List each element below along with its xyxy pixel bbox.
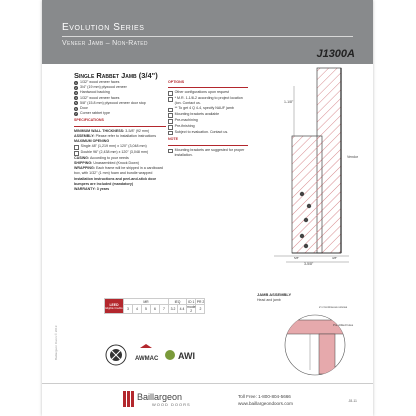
certification-logos [104, 340, 224, 370]
option-item: Subject to evaluation. Contact us. [168, 130, 248, 136]
dim-label: 1-1/8" [284, 100, 294, 104]
contact-info [238, 393, 293, 407]
page-code: J8-11 [348, 399, 357, 403]
part-number: 3 [75, 91, 77, 95]
leed-badge: LEED Eligible Credits [105, 299, 124, 314]
callout [300, 234, 304, 238]
part-label: 1/32" wood veneer faces [80, 80, 120, 84]
options-heading: OPTIONS [168, 80, 185, 84]
callout [304, 218, 308, 222]
max-double: Double 96" (2,438 mm) x 120" (3,048 mm) [74, 150, 166, 156]
checkbox-icon [168, 97, 173, 102]
rating-header: IEQ [169, 299, 187, 305]
callout [300, 192, 304, 196]
note-divider [168, 145, 248, 146]
option-item: Mounting brackets available [168, 112, 248, 118]
series-subtitle: Veneer Jamb – Non-Rated [62, 40, 148, 47]
seal-logo [106, 345, 126, 365]
model-number: J1300A [316, 48, 355, 60]
toll-free: Toll Free: 1-800-804-5666 [238, 394, 291, 399]
continuous-label: 2 x Continuous screws [319, 305, 348, 309]
shipping: SHIPPING: Unassembled (Knock Down) [74, 161, 139, 165]
note-item: Mounting brackets are suggested for proper installation. [168, 148, 248, 158]
jamb-assembly-drawing [255, 290, 354, 370]
part-label: 1/32" wood veneer faces [80, 95, 120, 100]
vendor-label: Vendor [347, 155, 359, 159]
part-number: 6 [75, 106, 77, 111]
rating-header: ID 1 [188, 299, 195, 304]
dim-label: 5/8" [294, 256, 300, 260]
specs-divider [74, 126, 166, 127]
options-divider [168, 87, 248, 88]
part-label: Corner rabbet type [80, 111, 110, 116]
rating-cell: 7 [160, 305, 169, 314]
cert-awi: AWI [178, 351, 195, 361]
assembly: ASSEMBLY: Please refer to installation instructions [74, 133, 157, 138]
option-item: ** To get 4 Q 4-4, specify NAUF jamb [168, 106, 248, 112]
callout [307, 204, 311, 208]
part-number: 7 [75, 111, 77, 116]
parts-and-specs [74, 80, 166, 192]
door-stop [292, 136, 322, 253]
part-number: 2 [75, 85, 77, 90]
rating-cell: mode 2 [187, 305, 196, 313]
wrapping: WRAPPING: Each frame will be shipped in a cardboard box, with 1/32" (1 mm) foam and bundle wrapped [74, 166, 163, 176]
option-item: Other configurations upon request [168, 90, 248, 96]
option-item: Pre-finishing [168, 124, 248, 130]
rating-cell: 6 [151, 305, 160, 314]
max-single: Single 48" (1,219 mm) x 120" (3,048 mm) [74, 144, 166, 150]
predrilled-label: Pre-drilled holes [333, 323, 354, 327]
checkbox-icon [168, 149, 173, 154]
casing: CASING: According to your needs [74, 155, 129, 160]
rating-cell: 3 [124, 305, 133, 314]
part-number: 5 [75, 101, 77, 106]
baillargeon-logo-icon [122, 390, 136, 408]
jamb-section-drawing [254, 66, 384, 266]
rating-cell: 2 [196, 305, 205, 314]
rating-cell: 3.2 [169, 305, 178, 314]
part-label: Door [80, 106, 88, 111]
specs-heading: SPECIFICATIONS [74, 118, 104, 123]
callout [304, 244, 308, 248]
brand-subtitle: WOOD DOORS [152, 402, 191, 407]
rating-header: PR 2 [196, 299, 205, 304]
checkbox-icon [168, 119, 173, 124]
website-link[interactable]: www.baillargeondoors.com [238, 401, 293, 406]
options-column [168, 80, 248, 158]
rating-cell: 4 [133, 305, 142, 314]
awi-logo [165, 350, 195, 361]
part-label: 3/4" (19 mm) plywood veneer [80, 85, 127, 90]
note-heading: NOTE [168, 137, 178, 142]
product-title: Single Rabbet Jamb (3/4") [74, 71, 158, 80]
part-label: 5/8" (15.8 mm) plywood veneer door stop [80, 100, 146, 105]
series-title: Evolution Series [62, 22, 145, 33]
checkbox-icon [168, 108, 173, 113]
rating-cell: 5 [142, 305, 151, 314]
rating-cell: 4.4 [178, 305, 187, 314]
min-wall: MINIMUM WALL THICKNESS: 3-5/8" (92 mm) [74, 128, 150, 133]
checkbox-icon [168, 131, 173, 136]
checkbox-icon [168, 91, 173, 96]
part-number: 4 [75, 96, 77, 101]
checkbox-icon [168, 125, 173, 130]
awmac-logo [135, 344, 159, 362]
leed-rating-table [104, 298, 205, 314]
part-number: 1 [75, 80, 77, 85]
part-label: Hardwood backing [80, 90, 110, 95]
header-divider [62, 36, 353, 37]
option-item: Pre-machining [168, 118, 248, 124]
cert-awmac: AWMAC [135, 356, 159, 362]
footer [42, 383, 373, 416]
rating-header: MR [124, 299, 169, 305]
dim-label: 3-5/8" [304, 262, 314, 266]
brand-name: Baillargeon [137, 392, 183, 402]
dim-label: 3/8" [332, 256, 338, 260]
checkbox-icon [74, 145, 79, 150]
warranty: WARRANTY: 3 years [74, 187, 110, 192]
max-opening-heading: MAXIMUM OPENING [74, 139, 110, 144]
option-item: * M.R. 1-1/8-2 according to project location (ion. Contact us. [168, 96, 248, 106]
install-note: Installation instructions and peel-and-stick door bumpers are included (mandatory) [74, 176, 157, 186]
assembly-heading: JAMB ASSEMBLY [257, 292, 292, 297]
checkbox-icon [168, 113, 173, 118]
side-note: Baillargeon Doors © 2019 [54, 325, 58, 360]
assembly-sub: Head and jamb [257, 298, 281, 302]
